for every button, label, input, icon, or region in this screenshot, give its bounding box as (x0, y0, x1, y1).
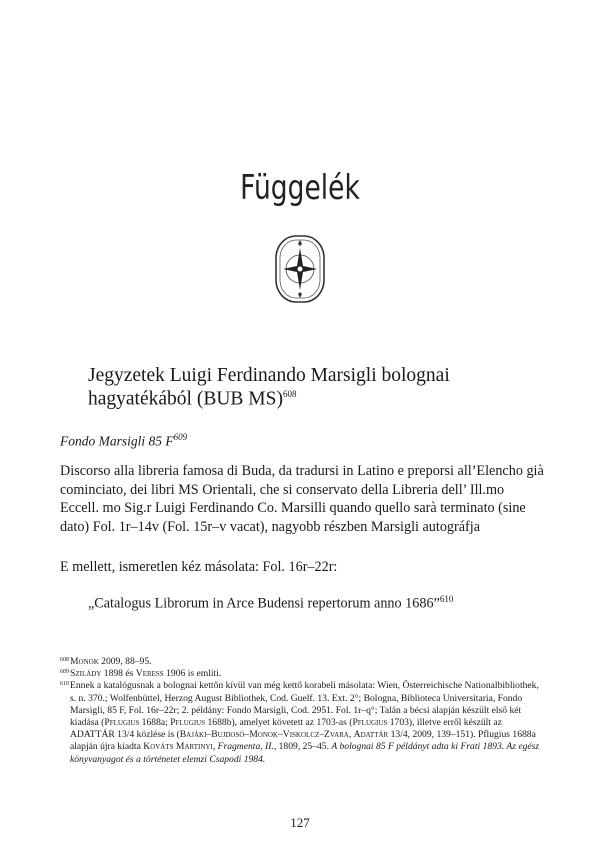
footnote-italic-text: A bolognai 85 F példányt adta ki Frati 1893. Az egész könyvanyagot és a történetet elemzi Csapodi 1984. (70, 741, 540, 765)
page-number: 127 (290, 815, 310, 830)
footnote-text: Ennek a katalógusnak a bolognai kettőn kívül van még kettő korabeli másolata: Wien, Österreichische Nationalbibliothek, s. n. 370.; Wolfenbüttel, Herzog August Bibliothek, Cod. Guelf. 13. Ext. 2°; Bologna, Biblioteca Universitaria, Fondo Marsigli, 85 F, Fol. 16r–22r; 2. példány: Fondo Marsigli, Cod. 2951. Fol. 1r–q°; Talán a bécsi alapján készült első két kiadása ( (70, 680, 539, 729)
footnote-author: Bajáki–Bujdosó–Monok–Viskolcz–Zvara (179, 729, 349, 741)
body-paragraph-1: Discorso alla libreria famosa di Buda, da tradursi in Latino e preporsi all’Elencho già cominciato, dei libri MS Orientali, che si conservato della Libreria dell’ Ill.mo Eccell. mo Sig.r Luigi Ferdinando Co. Marsilli quando quello sarà terminato (sine dato) Fol. 1r–14v (Fol. 15r–v vacat), nagyobb részben Marsigli autográfja (60, 463, 544, 535)
footnote-text: , 1809, 25–45. (273, 741, 332, 753)
footnote-author: Szilády (70, 668, 102, 680)
body-paragraph-2: E mellett, ismeretlen kéz másolata: Fol. 16r–22r: (60, 559, 338, 575)
compass-rose-ornament-icon (274, 234, 326, 304)
footnote-610 (60, 680, 546, 765)
footnote-ref-609: 609 (173, 432, 188, 442)
section-heading-text: Jegyzetek Luigi Ferdinando Marsigli bolognai hagyatékából (BUB MS) (88, 365, 450, 410)
footnote-ref-608: 608 (282, 389, 297, 399)
footnotes (60, 656, 546, 766)
footnote-text: 1703), illetve erről készült az ADATTÁR 13/4 közlése is ( (70, 717, 502, 741)
fondo-label (60, 432, 187, 450)
footnote-ref-610: 610 (439, 594, 454, 604)
section-heading (88, 366, 528, 409)
footnote-text: 1906 is említi. (163, 668, 222, 680)
footnote-number: 608 (60, 657, 69, 663)
fondo-label-text: Fondo Marsigli 85 F (60, 433, 174, 449)
footnote-text: 13/4, 2009, 139–151). Pflugius 1688a alapján újra kiadta (70, 729, 536, 753)
footnote-608 (60, 656, 546, 668)
footnote-text: 1688a; (139, 717, 171, 729)
footnote-author: Pflugius (104, 717, 140, 729)
footnote-author: Kováts Martinyi (143, 741, 213, 753)
footnote-text: 1898 és (101, 668, 136, 680)
footnote-text: 1688b), amelyet követett az 1703-as ( (205, 717, 353, 729)
catalogus-quote (88, 590, 548, 613)
footnote-text: , (212, 741, 218, 753)
footnote-number: 610 (60, 681, 69, 688)
footnote-609 (60, 668, 546, 680)
quote-text: „Catalogus Librorum in Arce Budensi repertorum anno 1686” (88, 595, 440, 612)
footnote-author: Pflugius (352, 717, 388, 729)
footnote-author: Adattár (353, 729, 389, 741)
chapter-title: Függelék (240, 168, 360, 208)
footnote-text: 2009, 88–95. (98, 656, 152, 667)
footnote-text: , (348, 729, 354, 741)
footnote-author: Veress (135, 668, 164, 680)
footnote-author: Monok (70, 656, 99, 667)
footnote-author: Pflugius (170, 717, 206, 729)
footnote-number: 609 (60, 669, 69, 676)
footnote-title: Fragmenta, II. (217, 741, 274, 753)
